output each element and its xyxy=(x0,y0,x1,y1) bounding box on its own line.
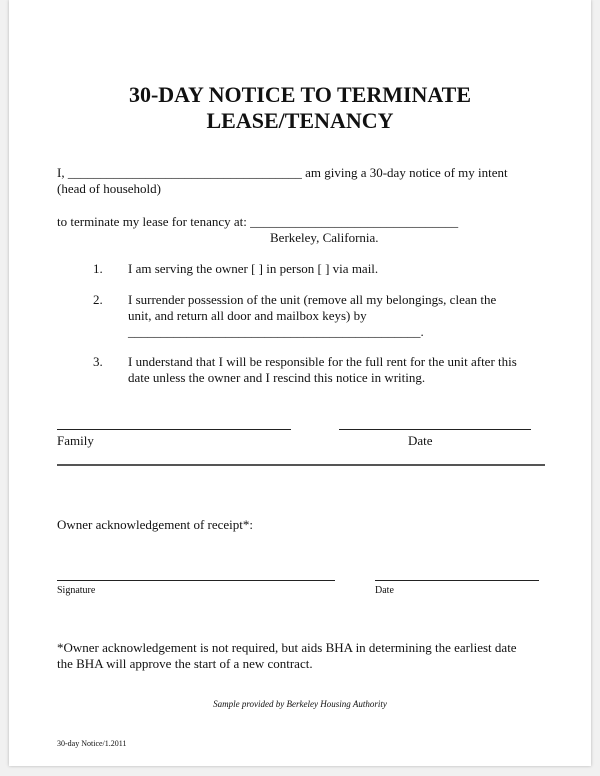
intro-line xyxy=(57,165,508,181)
family-signature-line[interactable] xyxy=(57,429,291,430)
family-date-label: Date xyxy=(408,433,433,448)
section-divider xyxy=(57,464,545,466)
item-1-text: I am serving the owner [ ] in person [ ] via mail. xyxy=(128,261,379,276)
owner-date-line[interactable] xyxy=(375,580,539,581)
item-number: 3. xyxy=(93,354,103,369)
address-line xyxy=(57,214,458,230)
document-title-line-1: 30-DAY NOTICE TO TERMINATE xyxy=(128,82,472,107)
owner-ack-label: Owner acknowledgement of receipt*: xyxy=(57,517,254,532)
address-city: Berkeley, California. xyxy=(270,230,379,245)
footnote-line: *Owner acknowledgement is not required, but aids BHA in determining the earliest date xyxy=(57,640,517,655)
family-label: Family xyxy=(57,433,94,448)
address-label: to terminate my lease for tenancy at: xyxy=(57,214,247,229)
item-number: 1. xyxy=(93,261,103,276)
document-page xyxy=(9,0,591,766)
family-date-line[interactable] xyxy=(339,429,531,430)
address-blank[interactable]: ________________________________ xyxy=(250,214,459,229)
form-id: 30-day Notice/1.2011 xyxy=(57,739,127,748)
owner-signature-label: Signature xyxy=(57,585,96,596)
document-title-line-2: LEASE/TENANCY xyxy=(206,108,394,133)
intro-prefix: I, xyxy=(57,165,65,180)
owner-signature-line[interactable] xyxy=(57,580,335,581)
footnote-line: the BHA will approve the start of a new contract. xyxy=(57,656,313,671)
surrender-date-blank[interactable]: _____________________________________________. xyxy=(128,324,424,339)
item-2-text-line: unit, and return all door and mailbox keys) by xyxy=(128,308,367,323)
intro-suffix: am giving a 30-day notice of my intent xyxy=(305,165,508,180)
item-3-text-line: date unless the owner and I rescind this notice in writing. xyxy=(128,370,426,385)
owner-date-label: Date xyxy=(375,585,394,596)
head-of-household-blank[interactable]: ____________________________________ xyxy=(67,165,302,180)
item-3-text-line: I understand that I will be responsible for the full rent for the unit after this xyxy=(128,354,517,369)
item-2-text-line: I surrender possession of the unit (remove all my belongings, clean the xyxy=(128,292,497,307)
item-number: 2. xyxy=(93,292,103,307)
head-of-household-caption: (head of household) xyxy=(57,181,161,196)
credit-note: Sample provided by Berkeley Housing Authority xyxy=(213,699,387,709)
